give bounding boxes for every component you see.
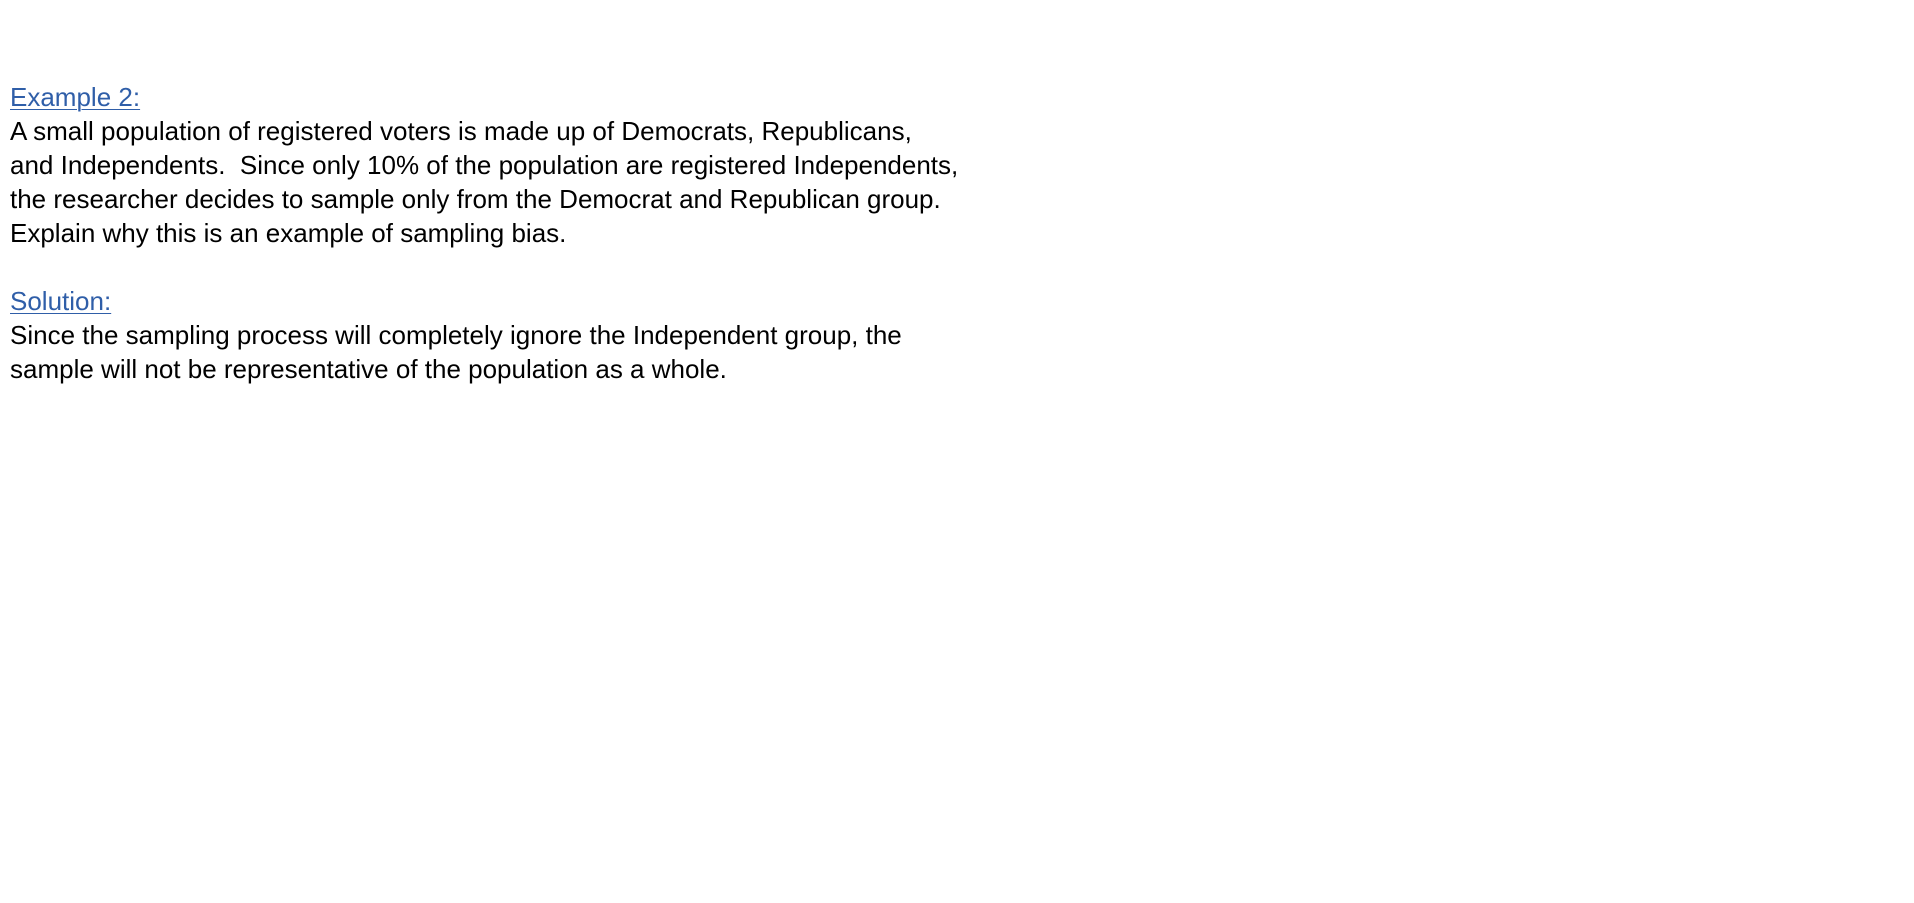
- example-line: and Independents. Since only 10% of the population are registered Independents,: [10, 150, 959, 180]
- document-body: [10, 80, 1110, 386]
- example-line: Explain why this is an example of sampling bias.: [10, 218, 567, 248]
- example-heading: Example 2:: [10, 82, 141, 112]
- solution-line: Since the sampling process will completely ignore the Independent group, the: [10, 320, 902, 350]
- example-text: [10, 114, 1110, 250]
- solution-line: sample will not be representative of the population as a whole.: [10, 354, 727, 384]
- example-line: the researcher decides to sample only from the Democrat and Republican group.: [10, 184, 941, 214]
- example-line: A small population of registered voters is made up of Democrats, Republicans,: [10, 116, 912, 146]
- solution-heading: Solution:: [10, 286, 112, 316]
- paragraph-spacer: [10, 250, 1110, 284]
- solution-text: [10, 318, 1110, 386]
